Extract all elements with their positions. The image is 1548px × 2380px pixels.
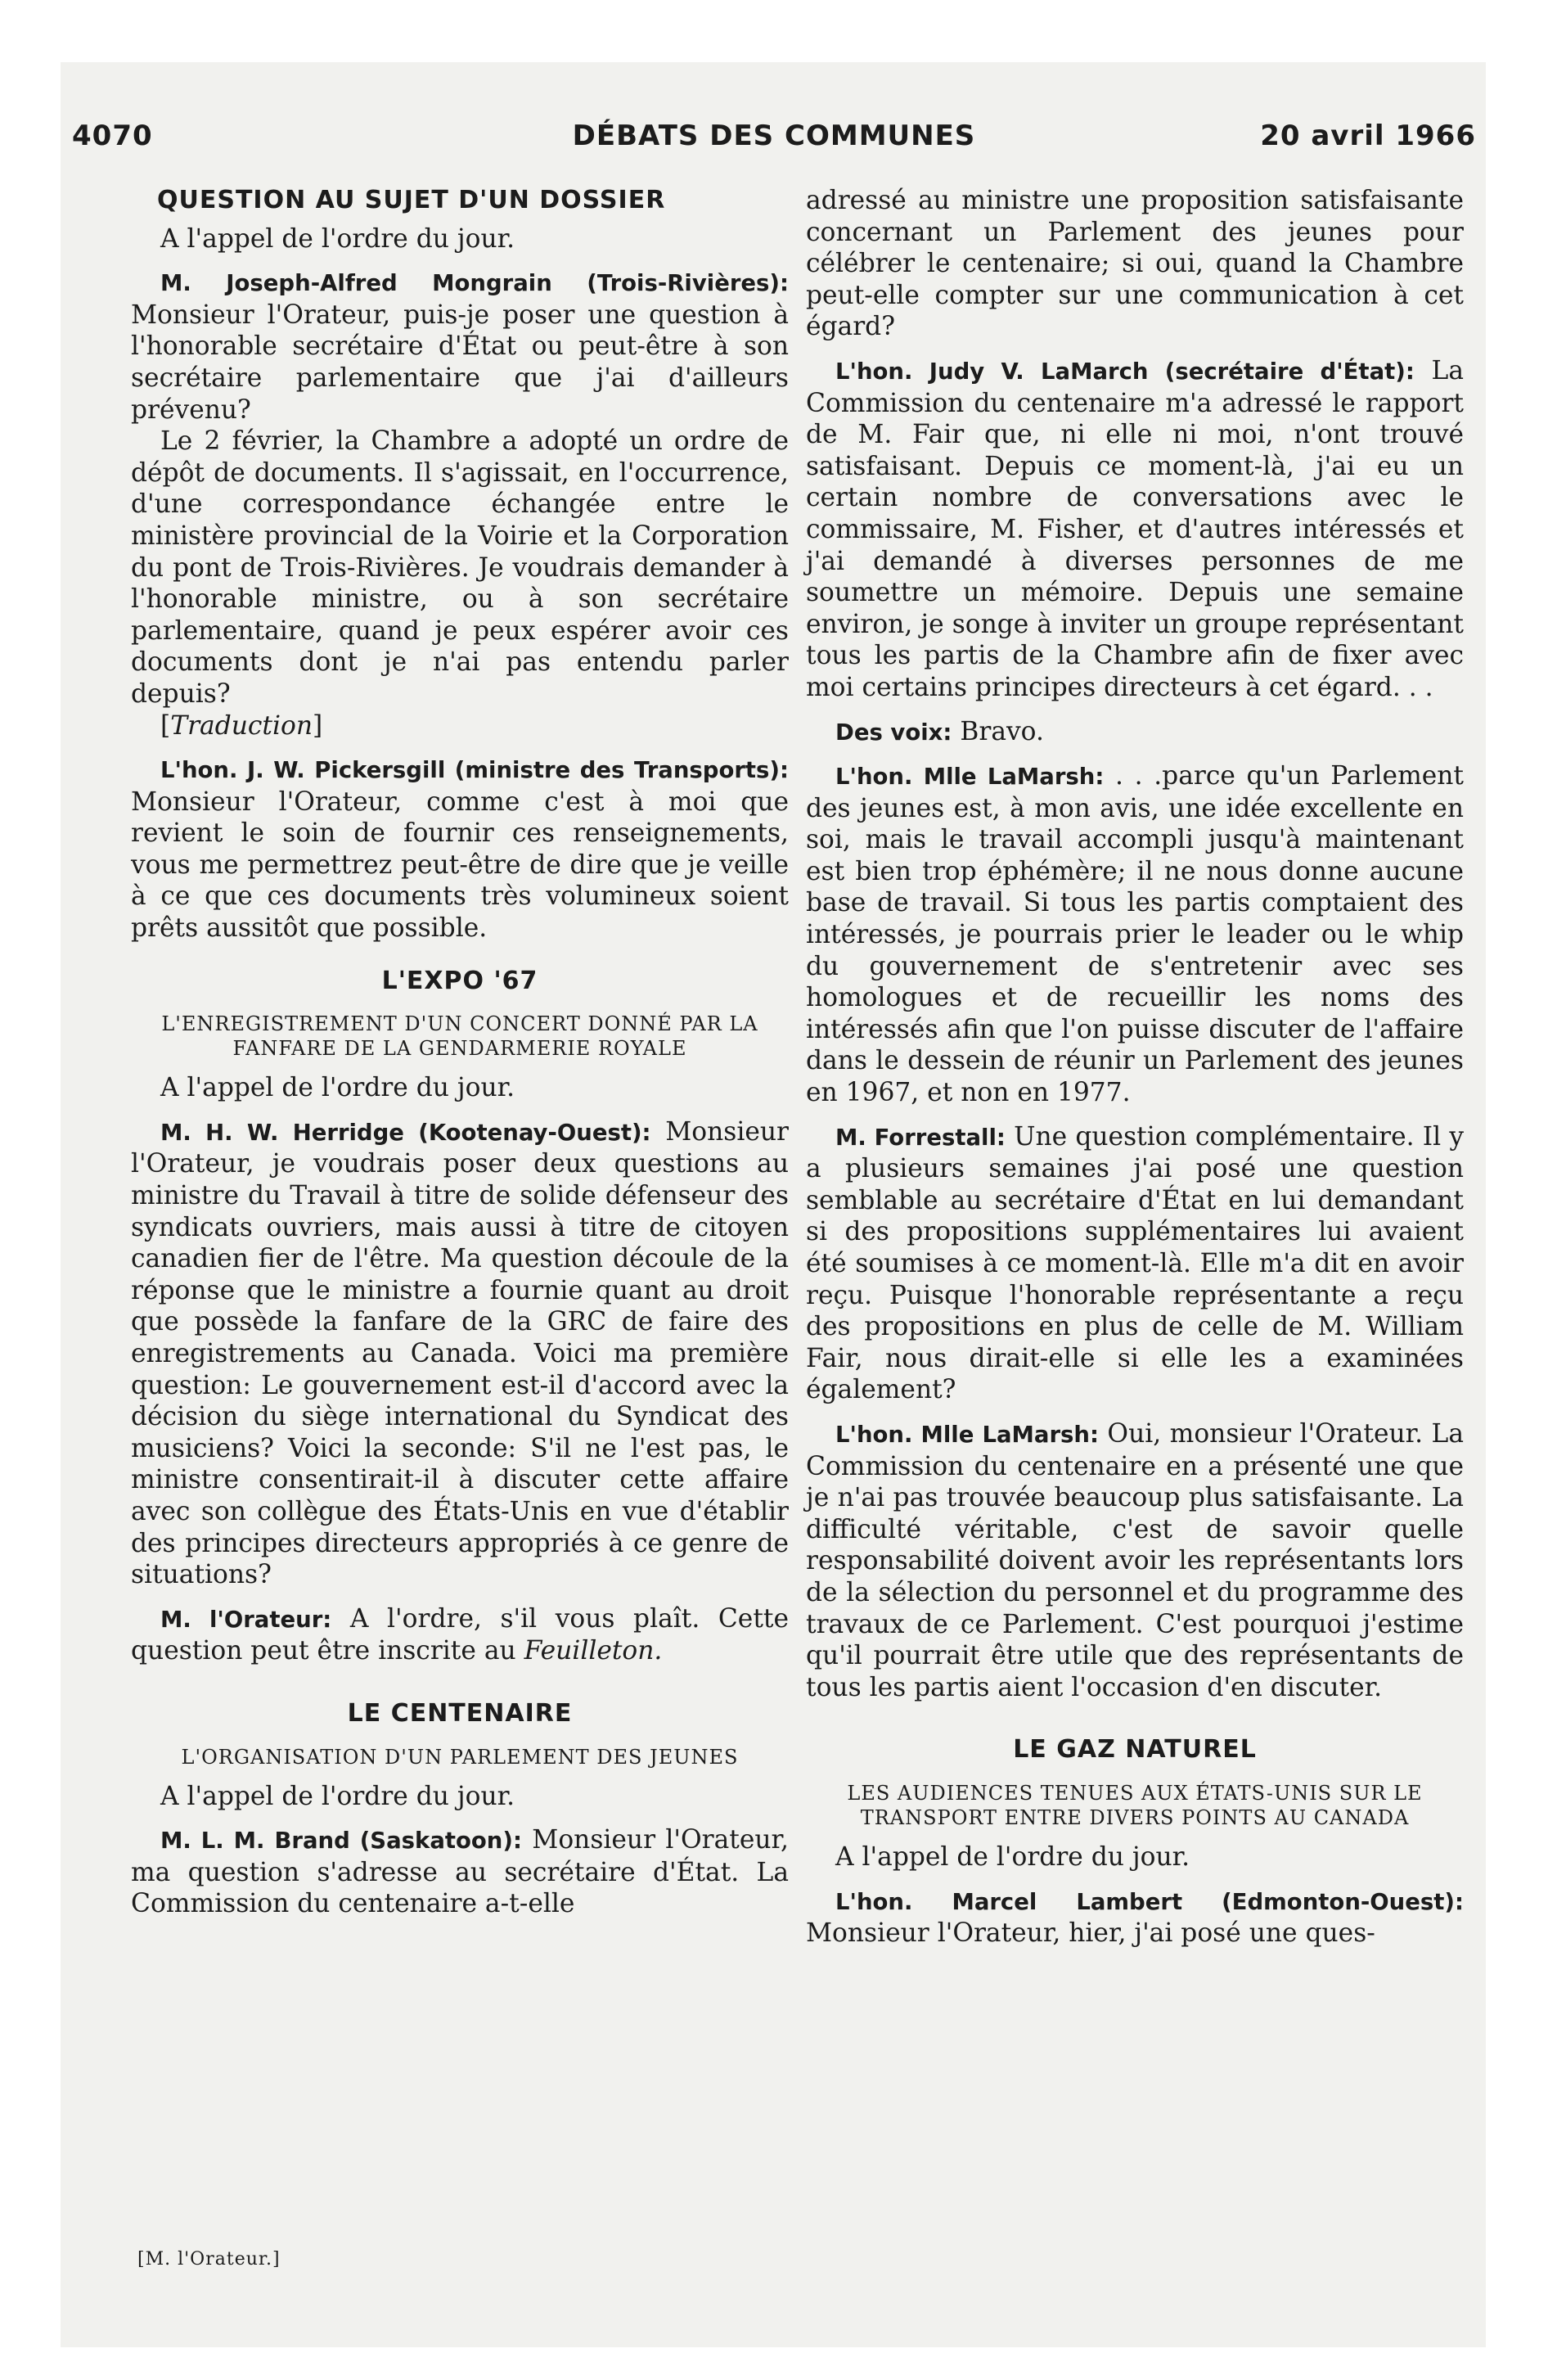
- speaker-name: L'hon. Mlle LaMarsh:: [835, 1421, 1099, 1448]
- order-call: A l'appel de l'ordre du jour.: [160, 1781, 515, 1811]
- translation-label: Traduction: [170, 710, 313, 741]
- speech-text: Oui, monsieur l'Orateur. La Commission du centenaire en a présenté une que je n'ai pas trouvée beaucoup plus satisfaisante. La difficulté véritable, c'est de savoir quelle responsabilité doivent avoir les représentants lors de la sélection du personnel et du programme des travaux de ce Parlement. C'est pourquoi j'estime qu'il pourrait être utile que des représentants de tous les partis aient l'occasion d'en discuter.: [806, 1418, 1464, 1702]
- speech-paragraph: [806, 1886, 1464, 1950]
- translation-note: [Traduction]: [160, 710, 323, 741]
- speaker-name: L'hon. Mlle LaMarsh:: [835, 764, 1105, 791]
- speaker-name: Des voix:: [835, 719, 952, 746]
- speech-text: La Commission du centenaire m'a adressé le rapport de M. Fair que, ni elle ni moi, n'ont trouvé satisfaisant. Depuis ce moment-là, j'ai eu un certain nombre de conversations avec le commissaire, M. Fisher, et d'autres intéressés et j'ai demandé à diverses personnes de me soumettre un mémoire. Depuis une semaine environ, je songe à inviter un groupe représentant tous les partis de la Chambre afin de fixer avec moi certains principes directeurs à cet égard. . .: [806, 355, 1464, 702]
- speech-paragraph: [131, 1603, 789, 1667]
- speech-paragraph: [806, 716, 1464, 749]
- section-title: L'EXPO '67: [381, 966, 538, 995]
- speech-paragraph: [131, 1824, 789, 1920]
- speaker-name: M. L. M. Brand (Saskatoon):: [160, 1828, 522, 1855]
- speech-paragraph: [806, 1418, 1464, 1703]
- speech-text: Une question complémentaire. Il y a plusieurs semaines j'ai posé une question semblable au secrétaire d'État en lui demandant si des propositions supplémentaires lui avaient été soumises à ce moment-là. Elle m'a dit en avoir reçu. Puisque l'honorable représentante a reçu des propositions en plus de celle de M. William Fair, nous dirait-elle si elle les a examinées également?: [806, 1121, 1465, 1405]
- header-date: 20 avril 1966: [1260, 119, 1476, 152]
- speech-paragraph: [806, 760, 1464, 1109]
- order-call: A l'appel de l'ordre du jour.: [160, 1073, 515, 1103]
- running-title: DÉBATS DES COMMUNES: [572, 119, 976, 152]
- speech-text: Monsieur l'Orateur, je voudrais poser deux questions au ministre du Travail à titre de solide défenseur des syndicats ouvriers, mais aussi à titre de citoyen canadien fier de l'être. Ma question découle de la réponse que le ministre a fournie quant au droit que possède la fanfare de la GRC de faire des enregistrements au Canada. Voici ma première question: Le gouvernement est-il d'accord avec la décision du siège international du Syndicat des musiciens? Voici la seconde: S'il ne l'est pas, le ministre consentirait-il à discuter cette affaire avec son collègue des États-Unis en vue d'établir des principes directeurs appropriés à ce genre de situations?: [131, 1116, 790, 1590]
- section-title: LE CENTENAIRE: [347, 1698, 573, 1728]
- order-call: A l'appel de l'ordre du jour.: [160, 223, 515, 254]
- left-column: [131, 185, 789, 1920]
- speaker-name: M. Forrestall:: [835, 1124, 1006, 1151]
- section-subtitle: L'ORGANISATION D'UN PARLEMENT DES JEUNES: [181, 1745, 739, 1769]
- footer-note: [M. l'Orateur.]: [137, 2249, 281, 2270]
- right-column: [806, 185, 1464, 1950]
- speech-text: Bravo.: [960, 716, 1044, 746]
- speech-paragraph: [131, 1116, 789, 1591]
- italic-term: Feuilleton.: [524, 1636, 663, 1666]
- page-number: 4070: [72, 119, 153, 152]
- section-title: QUESTION AU SUJET D'UN DOSSIER: [157, 186, 666, 214]
- speech-paragraph: [806, 355, 1464, 704]
- page-header: [72, 119, 1476, 160]
- speech-paragraph: [131, 754, 789, 944]
- speaker-name: L'hon. Judy V. LaMarch (secrétaire d'État):: [835, 358, 1415, 385]
- speaker-name: L'hon. J. W. Pickersgill (ministre des Transports):: [160, 757, 789, 784]
- section-subtitle: L'ENREGISTREMENT D'UN CONCERT DONNÉ PAR LA FANFARE DE LA GENDARMERIE ROYALE: [161, 1012, 758, 1061]
- speaker-name: M. l'Orateur:: [160, 1606, 332, 1633]
- section-subtitle: LES AUDIENCES TENUES AUX ÉTATS-UNIS SUR LE TRANSPORT ENTRE DIVERS POINTS AU CANADA: [847, 1781, 1423, 1829]
- speech-text: . . .parce qu'un Parlement des jeunes est, à mon avis, une idée excellente en soi, mais le travail accompli jusqu'à maintenant est bien trop éphémère; il ne nous donne aucune base de travail. Si tous les partis comptaient des intéressés, je pourrais prier le leader ou le whip du gouvernement de s'entretenir avec ses homologues et de recueillir les noms des intéressés afin que l'on puisse discuter de l'affaire dans le dessein de réunir un Parlement des jeunes en 1967, et non en 1977.: [806, 761, 1465, 1108]
- speech-text: A l'ordre, s'il vous plaît. Cette question peut être inscrite au: [131, 1603, 790, 1666]
- speech-paragraph: Le 2 février, la Chambre a adopté un ordre de dépôt de documents. Il s'agissait, en l'occurrence, d'une correspondance échangée entre le ministère provincial de la Voirie et la Corporation du pont de Trois-Rivières. Je voudrais demander à l'honorable ministre, ou à son secrétaire parlementaire, quand je peux espérer avoir ces documents dont je n'ai pas entendu parler depuis?: [131, 426, 789, 709]
- speaker-name: M. Joseph-Alfred Mongrain (Trois-Rivières):: [160, 270, 789, 297]
- speech-paragraph: [131, 267, 789, 426]
- speech-text: Monsieur l'Orateur, puis-je poser une question à l'honorable secrétaire d'État ou peut-être à son secrétaire parlementaire que j'ai d'ailleurs prévenu?: [131, 300, 789, 425]
- section-title: LE GAZ NATUREL: [1013, 1735, 1257, 1765]
- speech-text: Monsieur l'Orateur, hier, j'ai posé une ques-: [806, 1918, 1375, 1949]
- speech-text: Monsieur l'Orateur, ma question s'adresse au secrétaire d'État. La Commission du centenaire a-t-elle: [131, 1825, 789, 1919]
- speech-paragraph: [806, 1121, 1464, 1406]
- speech-text: Monsieur l'Orateur, comme c'est à moi que revient le soin de fournir ces renseignements, vous me permettrez peut-être de dire que je veille à ce que ces documents très volumineux soient prêts aussitôt que possible.: [131, 787, 789, 944]
- speaker-name: M. H. W. Herridge (Kootenay-Ouest):: [160, 1119, 651, 1146]
- order-call: A l'appel de l'ordre du jour.: [835, 1841, 1190, 1872]
- speaker-name: L'hon. Marcel Lambert (Edmonton-Ouest):: [835, 1888, 1464, 1915]
- continued-paragraph: adressé au ministre une proposition satisfaisante concernant un Parlement des jeunes pour célébrer le centenaire; si oui, quand la Chambre peut-elle compter sur une communication à cet égard?: [806, 186, 1464, 342]
